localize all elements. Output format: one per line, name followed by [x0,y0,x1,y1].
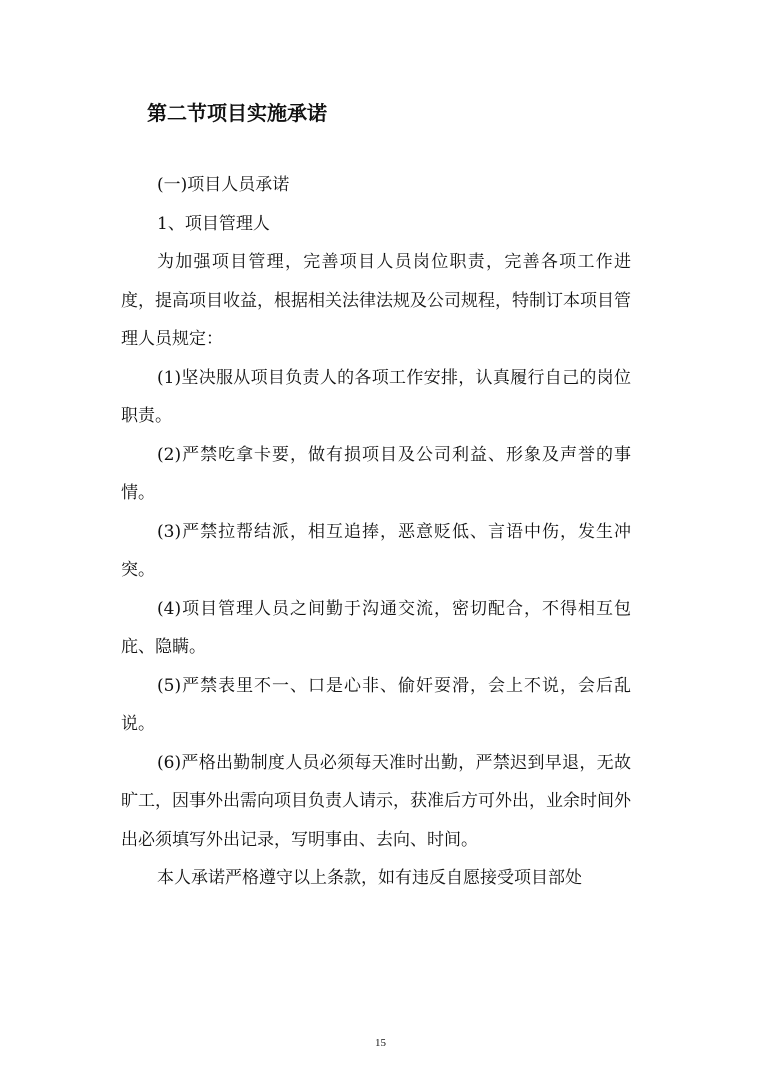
section-title: 第二节项目实施承诺 [147,101,327,125]
rule-1: (1)坚决服从项目负责人的各项工作安排，认真履行自己的岗位职责。 [121,367,631,426]
rule-2: (2)严禁吃拿卡要，做有损项目及公司利益、形象及声誉的事情。 [121,444,631,503]
intro-paragraph: 为加强项目管理，完善项目人员岗位职责，完善各项工作进度，提高项目收益，根据相关法律法规及公司规程，特制订本项目管理人员规定： [121,252,631,349]
page-number: 15 [375,1037,386,1049]
body-text [121,166,631,898]
item-heading: 1、项目管理人 [157,213,270,234]
rule-5: (5)严禁表里不一、口是心非、偷奸耍滑，会上不说，会后乱说。 [121,675,631,734]
rule-6: (6)严格出勤制度人员必须每天准时出勤，严禁迟到早退，无故旷工，因事外出需向项目负责人请示，获准后方可外出，业余时间外出必须填写外出记录，写明事由、去向、时间。 [121,752,631,850]
rule-4: (4)项目管理人员之间勤于沟通交流，密切配合，不得相互包庇、隐瞒。 [121,598,631,657]
commitment-paragraph: 本人承诺严格遵守以上条款，如有违反自愿接受项目部处 [157,868,582,888]
rule-3: (3)严禁拉帮结派，相互追捧，恶意贬低、言语中伤，发生冲突。 [121,521,631,580]
subsection-heading: (一)项目人员承诺 [157,175,290,195]
